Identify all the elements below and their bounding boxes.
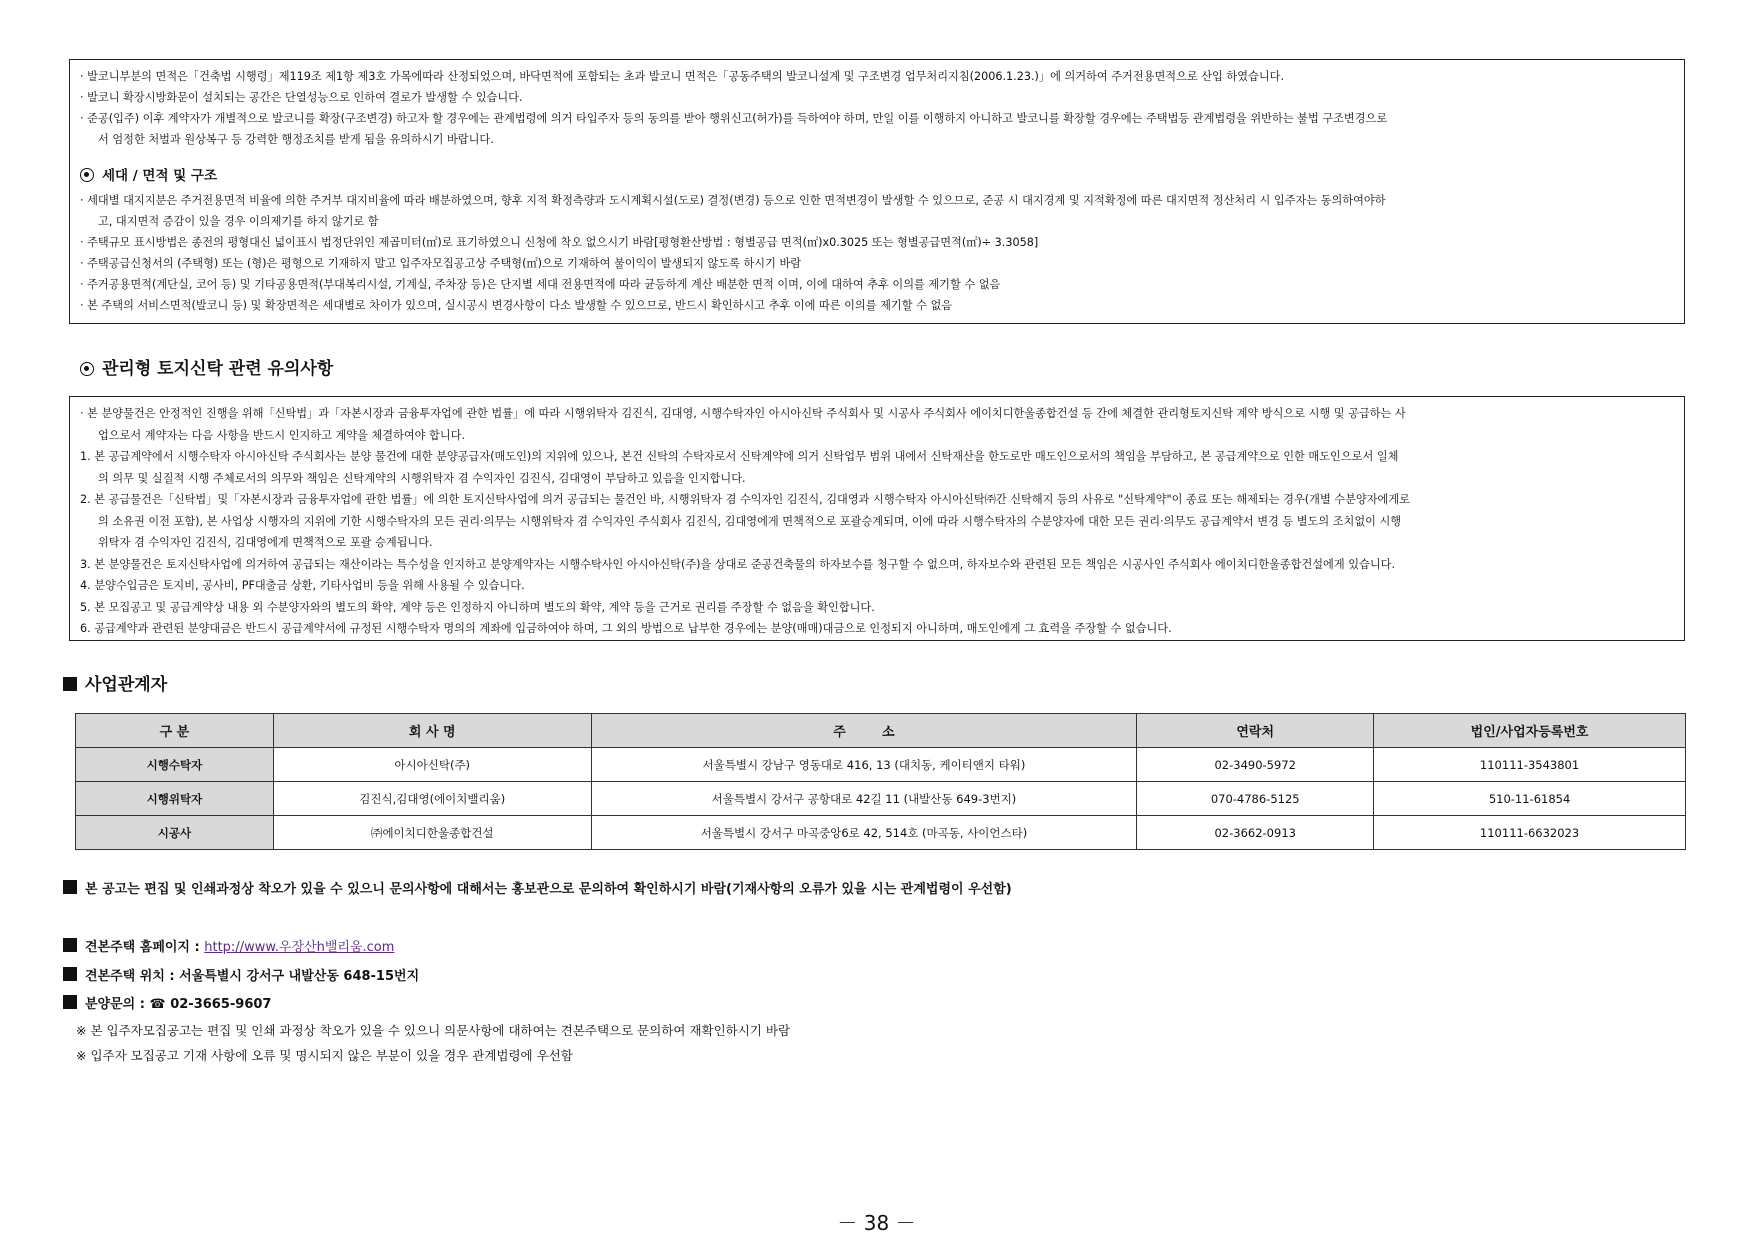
balcony-line-2: · 발코니 확장시방화문이 설치되는 공간은 단열성능으로 인하여 결로가 발생할 수 있습니다. xyxy=(80,91,523,104)
homepage-link[interactable]: http://www.우장산h밸리움.com xyxy=(204,940,395,955)
inquiry-phone: 02-3665-9607 xyxy=(170,997,272,1012)
trust-line-3: 1. 본 공급계약에서 시행수탁자 아시아신탁 주식회사는 분양 물건에 대한 분양공급자(매도인)의 지위에 있으나, 본건 신탁의 수탁자로서 신탁계약에 의거 신탁업무 범위 내에서 신탁재산을 한도로만 매도인으로서의 책임을 부담하고, 본 공급계약으로 인한 매도인으로서 일체 xyxy=(80,450,1399,463)
trust-line-11: 6. 공급계약과 관련된 분양대금은 반드시 공급계약서에 규정된 시행수탁자 명의의 계좌에 입금하여야 하며, 그 외의 방법으로 납부한 경우에는 분양(매매)대금으로 인정되지 아니하며, 매도인에게 그 효력을 주장할 수 없습니다. xyxy=(80,622,1172,635)
table-row xyxy=(76,748,1686,782)
header-address: 주 소 xyxy=(591,714,1137,748)
trust-line-8: 3. 본 분양물건은 토지신탁사업에 의거하여 공급되는 재산이라는 특수성을 인지하고 분양계약자는 시행수탁사인 아시아신탁(주)을 상대로 준공건축물의 하자보수를 청구할 수 없으며, 하자보수와 관련된 모든 책임은 시공사인 주식회사 에이치디한울종합건설에게 있습니다. xyxy=(80,557,1396,571)
table-row xyxy=(76,782,1686,816)
header-category: 구 분 xyxy=(76,714,274,748)
balcony-line-3: · 준공(입주) 이후 계약자가 개별적으로 발코니를 확장(구조변경) 하고자 할 경우에는 관계법령에 의거 타입주자 등의 동의를 받아 행위신고(허가)를 득하여야 하며, 만일 이를 이행하지 아니하고 발코니를 확장할 경우에는 주택법등 관계법령을 위반하는 불법 구조변경으로 xyxy=(80,112,1388,125)
balcony-line-4: 서 엄정한 처벌과 원상복구 등 강력한 행정조치를 받게 됨을 유의하시기 바랍니다. xyxy=(98,133,494,146)
table-header-row xyxy=(76,714,1686,748)
row-address: 서울특별시 강서구 마곡중앙6로 42, 514호 (마곡동, 사이언스타) xyxy=(591,816,1137,850)
business-parties-table xyxy=(75,713,1686,850)
header-contact: 연락처 xyxy=(1137,714,1374,748)
row-registration: 110111-3543801 xyxy=(1374,748,1686,782)
row-company: 아시아신탁(주) xyxy=(273,748,591,782)
trust-line-6: 의 소유권 이전 포함), 본 사업상 시행자의 지위에 기한 시행수탁자의 모든 권리·의무는 시행위탁자 겸 수익자인 주식회사 김진식, 김대영에게 면책적으로 포괄승계되며, 이에 따라 시행수탁자의 수분양자에 대한 모든 권리·의무도 공급계약서 변경 등 별도의 조치없이 시행 xyxy=(98,514,1402,528)
location-line: 견본주택 위치 : 서울특별시 강서구 내발산동 648-15번지 xyxy=(63,965,419,984)
row-contact: 070-4786-5125 xyxy=(1137,782,1374,816)
balcony-area-notice-box xyxy=(69,59,1685,324)
area-line-1: · 세대별 대지지분은 주거전용면적 비율에 의한 주거부 대지비율에 따라 배분하였으며, 향후 지적 확정측량과 도시계획시설(도로) 결정(변경) 등으로 인한 면적변경이 발생할 수 있으므로, 준공 시 대지경계 및 지적확정에 따른 대지면적 정산처리 시 입주자는 동의하여야하 xyxy=(80,194,1386,207)
homepage-line: 견본주택 홈페이지 : http://www.우장산h밸리움.com xyxy=(63,936,394,955)
trust-line-10: 5. 본 모집공고 및 공급계약상 내용 외 수분양자와의 별도의 확약, 계약 등은 인정하지 아니하며 별도의 확약, 계약 등을 근거로 권리를 주장할 수 없음을 확인합니다. xyxy=(80,600,875,614)
parties-section-title: 사업관계자 xyxy=(63,670,167,695)
row-registration: 510-11-61854 xyxy=(1374,782,1686,816)
row-company: ㈜에이치디한울종합건설 xyxy=(273,816,591,850)
trust-line-5: 2. 본 공급물건은「신탁법」및「자본시장과 금융투자업에 관한 법률」에 의한 토지신탁사업에 의거 공급되는 물건인 바, 시행위탁자 겸 수익자인 김진식, 김대영과 시행수탁자 아시아신탁㈜간 신탁해지 등의 사유로 "신탁계약"이 종료 또는 해제되는 경우(개별 수분양자에게로 xyxy=(80,493,1410,506)
trust-line-1: · 본 분양물건은 안정적인 진행을 위해「신탁법」과「자본시장과 금융투자업에 관한 법률」에 따라 시행위탁자 김진식, 김대영, 시행수탁자인 아시아신탁 주식회사 및 시공사 주식회사 에이치디한울종합건설 등 간에 체결한 관리형토지신탁 계약 방식으로 시행 및 공급하는 사 xyxy=(80,407,1406,420)
row-category: 시행수탁자 xyxy=(76,748,274,782)
header-registration: 법인/사업자등록번호 xyxy=(1374,714,1686,748)
editing-notice: 본 공고는 편집 및 인쇄과정상 착오가 있을 수 있으니 문의사항에 대해서는 홍보관으로 문의하여 확인하시기 바람(기재사항의 오류가 있을 시는 관계법령이 우선함) xyxy=(63,878,1012,897)
area-line-4: · 주택공급신청서의 (주택형) 또는 (형)은 평형으로 기재하지 말고 입주자모집공고상 주택형(㎡)으로 기재하여 불이익이 발생되지 않도록 하시기 바람 xyxy=(80,257,802,270)
area-line-5: · 주거공용면적(계단실, 코어 등) 및 기타공용면적(부대복리시설, 기계실, 주차장 등)은 단지별 세대 전용면적에 따라 균등하게 계산 배분한 면적 이며, 이에 대하여 추후 이의를 제기할 수 없음 xyxy=(80,278,1001,291)
square-bullet-icon xyxy=(63,938,77,952)
trust-line-7: 위탁자 겸 수익자인 김진식, 김대영에게 면책적으로 포괄 승계됩니다. xyxy=(98,536,433,549)
trust-line-9: 4. 분양수입금은 토지비, 공사비, PF대출금 상환, 기타사업비 등을 위해 사용될 수 있습니다. xyxy=(80,579,525,592)
bullet-circle-icon xyxy=(80,168,94,182)
trust-section-title: 관리형 토지신탁 관련 유의사항 xyxy=(80,354,333,379)
trust-notice-box xyxy=(69,396,1685,641)
row-registration: 110111-6632023 xyxy=(1374,816,1686,850)
square-bullet-icon xyxy=(63,880,77,894)
balcony-line-1: · 발코니부분의 면적은「건축법 시행령」제119조 제1항 제3호 가목에따라 산정되었으며, 바닥면적에 포함되는 초과 발코니 면적은「공동주택의 발코니설계 및 구조변경 업무처리지침(2006.1.23.)」에 의거하여 주거전용면적으로 산입 하였습니다. xyxy=(80,70,1285,83)
phone-icon: ☎ xyxy=(149,997,166,1012)
area-line-6: · 본 주택의 서비스면적(발코니 등) 및 확장면적은 세대별로 차이가 있으며, 실시공시 변경사항이 다소 발생할 수 있으므로, 반드시 확인하시고 추후 이에 따른 이의를 제기할 수 없음 xyxy=(80,299,953,312)
trust-line-2: 업으로서 계약자는 다음 사항을 반드시 인지하고 계약을 체결하여야 합니다. xyxy=(98,428,466,442)
bullet-circle-icon xyxy=(80,362,94,376)
page-number: － 38 － xyxy=(837,1211,916,1235)
square-bullet-icon xyxy=(63,967,77,981)
square-bullet-icon xyxy=(63,677,77,691)
row-address: 서울특별시 강남구 영동대로 416, 13 (대치동, 케이티앤지 타워) xyxy=(591,748,1137,782)
row-contact: 02-3662-0913 xyxy=(1137,816,1374,850)
area-line-3: · 주택규모 표시방법은 종전의 평형대신 넓이표시 법정단위인 제곱미터(㎡)로 표기하였으니 신청에 착오 없으시기 바람[평형환산방법 : 형별공급 면적(㎡)x0.3025 또는 형별공급면적(㎡)÷ 3.3058] xyxy=(80,236,1039,249)
row-category: 시공사 xyxy=(76,816,274,850)
area-line-2: 고, 대지면적 증감이 있을 경우 이의제기를 하지 않기로 함 xyxy=(98,215,379,228)
row-category: 시행위탁자 xyxy=(76,782,274,816)
header-company: 회 사 명 xyxy=(273,714,591,748)
trust-line-4: 의 의무 및 실질적 시행 주체로서의 의무와 책임은 신탁계약의 시행위탁자 겸 수익자인 김진식, 김대영이 부담하고 있음을 인지합니다. xyxy=(98,471,746,485)
area-subheading: 세대 / 면적 및 구조 xyxy=(80,164,1674,184)
row-address: 서울특별시 강서구 공항대로 42길 11 (내발산동 649-3번지) xyxy=(591,782,1137,816)
row-company: 김진식,김대영(에이치밸리움) xyxy=(273,782,591,816)
table-row xyxy=(76,816,1686,850)
footer-note-2: ※ 입주자 모집공고 기재 사항에 오류 및 명시되지 않은 부분이 있을 경우 관계법령에 우선함 xyxy=(76,1048,573,1063)
row-contact: 02-3490-5972 xyxy=(1137,748,1374,782)
square-bullet-icon xyxy=(63,995,77,1009)
inquiry-line: 분양문의 : ☎ 02-3665-9607 xyxy=(63,993,271,1012)
footer-note-1: ※ 본 입주자모집공고는 편집 및 인쇄 과정상 착오가 있을 수 있으니 의문사항에 대하여는 견본주택으로 문의하여 재확인하시기 바람 xyxy=(76,1023,791,1038)
